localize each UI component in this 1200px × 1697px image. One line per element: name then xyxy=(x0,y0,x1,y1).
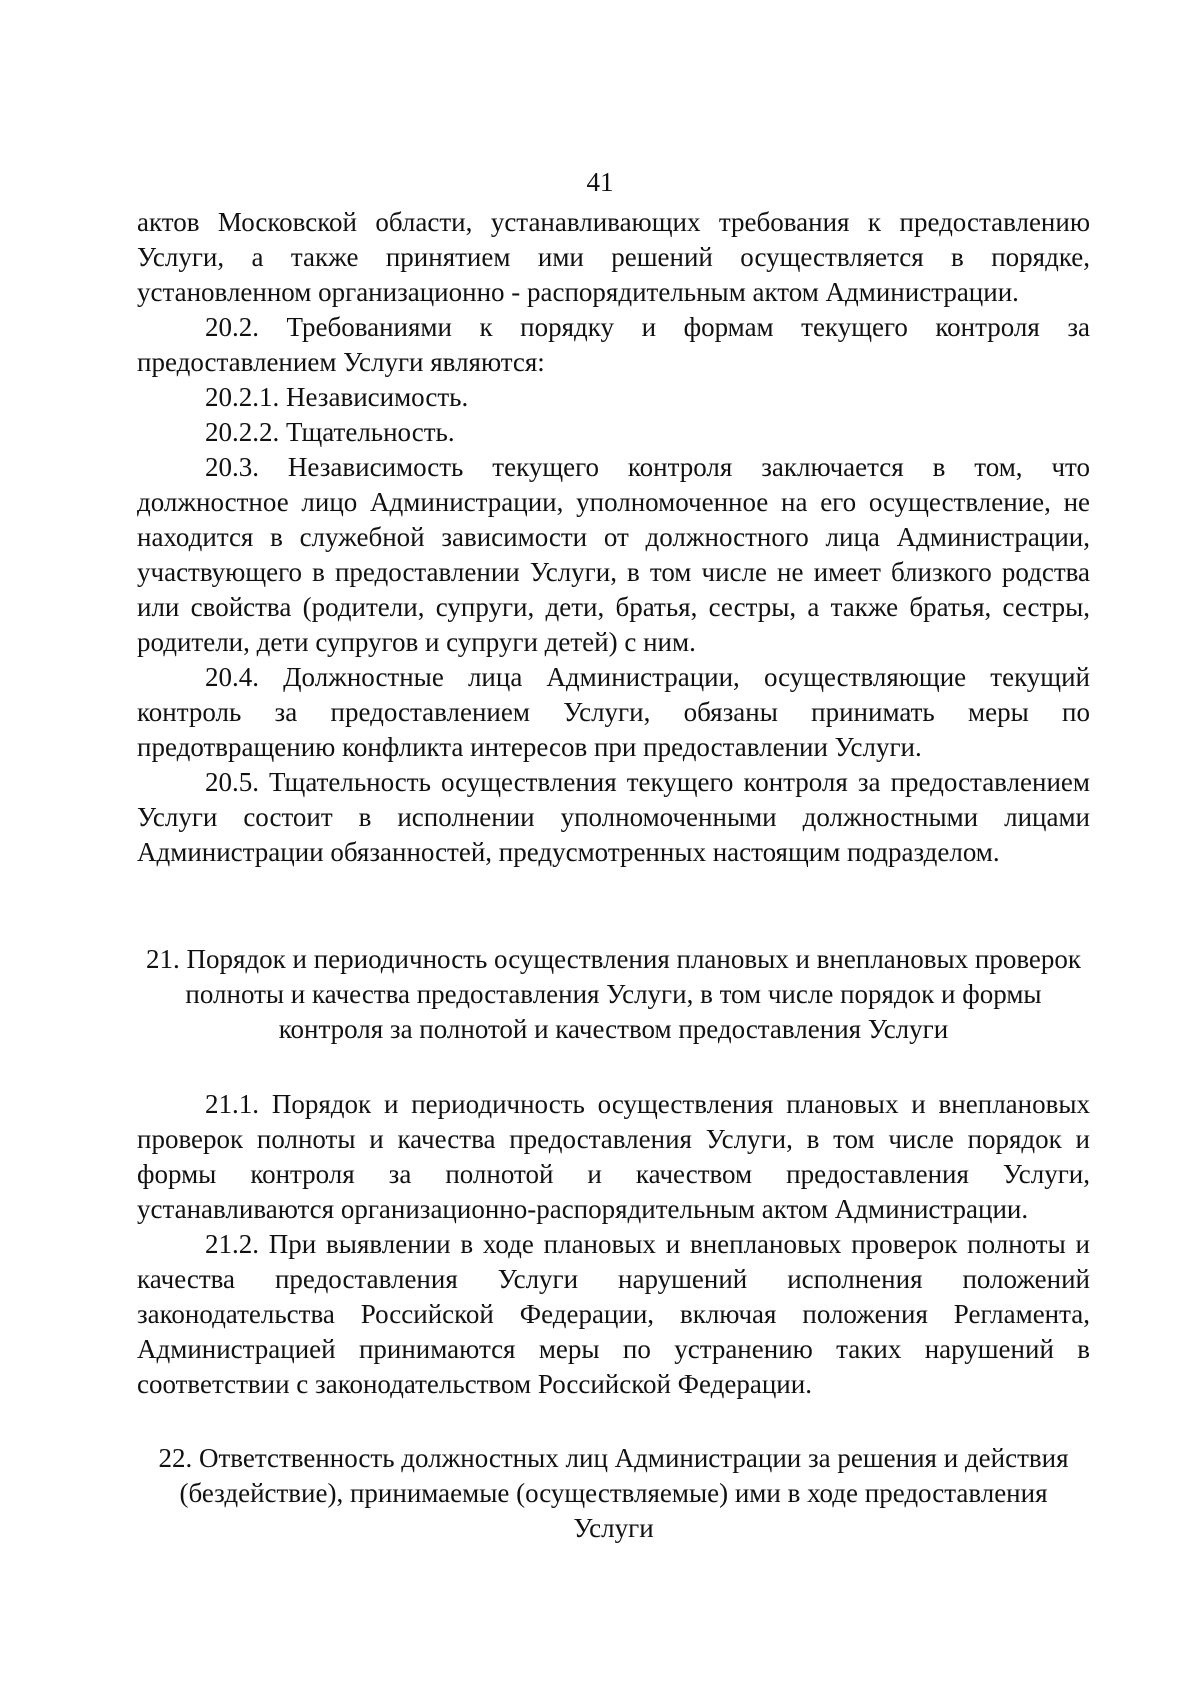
section-20-body xyxy=(137,205,1090,870)
paragraph-20-2-2: 20.2.2. Тщательность. xyxy=(205,417,455,447)
paragraph-20-5: 20.5. Тщательность осуществления текущего контроля за предоставлением Услуги состоит в исполнении уполномоченными должностными лицами Администрации обязанностей, предусмотренных настоящим подразделом. xyxy=(137,767,1090,867)
paragraph-20-2: 20.2. Требованиями к порядку и формам текущего контроля за предоставлением Услуги являются: xyxy=(137,312,1090,377)
section-21-heading-line-1: 21. Порядок и периодичность осуществления плановых и внеплановых проверок xyxy=(145,944,1082,974)
paragraph-20-2-1: 20.2.1. Независимость. xyxy=(205,382,469,412)
section-21-heading-line-3: контроля за полнотой и качеством предоставления Услуги xyxy=(278,1014,949,1044)
page-number: 41 xyxy=(586,167,614,197)
section-21-body xyxy=(137,1087,1090,1402)
section-21-heading-line-2: полноты и качества предоставления Услуги, в том числе порядок и формы xyxy=(185,979,1042,1009)
paragraph-21-1: 21.1. Порядок и периодичность осуществления плановых и внеплановых проверок полноты и качества предоставления Услуги, в том числе порядок и формы контроля за полнотой и качеством предоставления Услуги, устанавливаются организационно-распорядительным актом Администрации. xyxy=(137,1089,1090,1224)
paragraph-20-4: 20.4. Должностные лица Администрации, осуществляющие текущий контроль за предоставлением Услуги, обязаны принимать меры по предотвращению конфликта интересов при предоставлении Услуги. xyxy=(137,662,1090,762)
paragraph-continuation: актов Московской области, устанавливающих требования к предоставлению Услуги, а также принятием ими решений осуществляется в порядке, установленном организационно - распорядительным актом Администрации. xyxy=(137,207,1090,307)
paragraph-21-2: 21.2. При выявлении в ходе плановых и внеплановых проверок полноты и качества предоставления Услуги нарушений исполнения положений законодательства Российской Федерации, включая положения Регламента, Администрацией принимаются меры по устранению таких нарушений в соответствии с законодательством Российской Федерации. xyxy=(137,1229,1090,1399)
section-22-heading-line-2: (бездействие), принимаемые (осуществляемые) ими в ходе предоставления Услуги xyxy=(179,1478,1048,1543)
section-22-heading-line-1: 22. Ответственность должностных лиц Администрации за решения и действия xyxy=(158,1443,1069,1473)
paragraph-20-3: 20.3. Независимость текущего контроля заключается в том, что должностное лицо Администрации, уполномоченное на его осуществление, не находится в служебной зависимости от должностного лица Администрации, участвующего в предоставлении Услуги, в том числе не имеет близкого родства или свойства (родители, супруги, дети, братья, сестры, а также братья, сестры, родители, дети супругов и супруги детей) с ним. xyxy=(137,452,1090,657)
